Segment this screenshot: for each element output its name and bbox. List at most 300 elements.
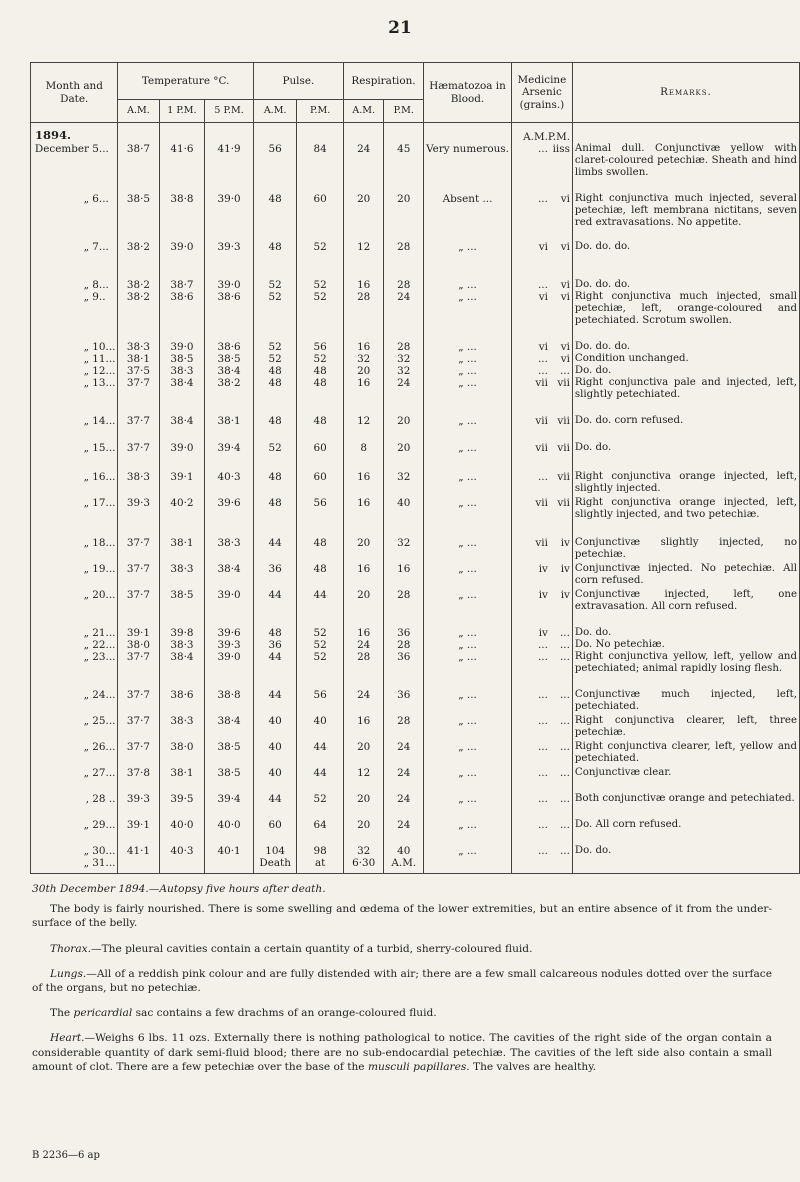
remarks-cell: Condition unchanged.: [572, 353, 799, 365]
temp-1pm-cell: 38·3: [159, 365, 205, 377]
remarks-cell: Do. do. do.: [572, 241, 799, 279]
temp-am-cell: 39·1: [118, 819, 159, 845]
resp-am-cell: 32: [343, 353, 384, 365]
medicine-cell: vii vii: [511, 377, 572, 415]
remarks-cell: Conjunctivæ much injected, left, petechiated.: [572, 689, 799, 715]
medicine-cell: ... vii: [511, 471, 572, 497]
medicine-cell: ... vi: [511, 193, 572, 241]
temp-5pm-cell: 38·5: [205, 767, 254, 793]
header-pulse-am: A.M.: [253, 100, 297, 123]
temp-1pm-cell: 38·4: [159, 377, 205, 415]
medicine-cell: ... ...: [511, 767, 572, 793]
temp-5pm-cell: 39·3: [205, 241, 254, 279]
table-row: [31, 497, 800, 537]
haematozoa-cell: „ ...: [424, 563, 512, 589]
resp-am-cell: 16: [343, 377, 384, 415]
table-row: [31, 471, 800, 497]
haematozoa-cell: „ ...: [424, 415, 512, 442]
temp-am-cell: 38·2: [118, 241, 159, 279]
resp-am-cell: 20: [343, 793, 384, 819]
temp-am-cell: [118, 857, 159, 874]
table-row: [31, 819, 800, 845]
table-row: [31, 193, 800, 241]
resp-pm-cell: 32: [384, 537, 424, 563]
resp-am-cell: 24: [343, 143, 384, 193]
table-row: [31, 415, 800, 442]
temp-5pm-cell: 39·0: [205, 279, 254, 291]
table-row: [31, 353, 800, 365]
thorax-paragraph: Thorax.—The pleural cavities contain a certain quantity of a turbid, sherry-coloured fluid.: [50, 942, 533, 955]
date-cell: „ 19...: [31, 563, 118, 589]
body-paragraph: The body is fairly nourished. There is some swelling and œdema of the lower extremities, but an entire absence of it from the under-surface of the belly.: [32, 903, 772, 930]
printer-mark: B 2236—6 ap: [32, 1150, 100, 1161]
date-cell: „ 24...: [31, 689, 118, 715]
remarks-cell: Right conjunctiva much injected, several petechiæ, left membrana nictitans, seven red extravasations. No appetite.: [572, 193, 799, 241]
temp-1pm-cell: 40·2: [159, 497, 205, 537]
autopsy-heading: 30th December 1894.—Autopsy five hours after death.: [32, 883, 326, 895]
temp-am-cell: 37·7: [118, 377, 159, 415]
remarks-cell: [572, 857, 799, 874]
pulse-am-cell: 52: [253, 353, 297, 365]
remarks-cell: Right conjunctiva orange injected, left, slightly injected.: [572, 471, 799, 497]
pulse-pm-cell: 48: [297, 563, 344, 589]
medicine-cell: vi vi: [511, 291, 572, 341]
date-cell: „ 17...: [31, 497, 118, 537]
pulse-am-cell: 36: [253, 563, 297, 589]
pulse-pm-cell: 64: [297, 819, 344, 845]
resp-am-cell: 24: [343, 689, 384, 715]
resp-am-cell: 28: [343, 291, 384, 341]
pulse-am-cell: 36: [253, 639, 297, 651]
date-cell: „ 30...: [31, 845, 118, 857]
pulse-pm-cell: at: [297, 857, 344, 874]
temp-5pm-cell: 38·5: [205, 741, 254, 767]
temp-1pm-cell: 41·6: [159, 143, 205, 193]
temp-am-cell: 38·5: [118, 193, 159, 241]
haematozoa-cell: „ ...: [424, 241, 512, 279]
temp-5pm-cell: [205, 857, 254, 874]
pulse-am-cell: 48: [253, 471, 297, 497]
header-pulse: Pulse.: [253, 63, 343, 100]
pulse-am-cell: 44: [253, 793, 297, 819]
pulse-am-cell: Death: [253, 857, 297, 874]
table-row: [31, 377, 800, 415]
temp-am-cell: 38·0: [118, 639, 159, 651]
resp-pm-cell: 28: [384, 589, 424, 627]
pulse-pm-cell: 52: [297, 627, 344, 639]
temp-am-cell: 38·3: [118, 341, 159, 353]
pulse-pm-cell: 60: [297, 471, 344, 497]
pulse-am-cell: 60: [253, 819, 297, 845]
table-row: [31, 563, 800, 589]
temp-5pm-cell: 38·5: [205, 353, 254, 365]
date-cell: „ 14...: [31, 415, 118, 442]
temp-5pm-cell: 39·6: [205, 627, 254, 639]
temp-1pm-cell: 38·3: [159, 563, 205, 589]
resp-pm-cell: 24: [384, 767, 424, 793]
temp-am-cell: 37·7: [118, 563, 159, 589]
temp-1pm-cell: 38·7: [159, 279, 205, 291]
resp-am-cell: 32: [343, 845, 384, 857]
date-cell: „ 20...: [31, 589, 118, 627]
table-row: [31, 291, 800, 341]
remarks-cell: Right conjunctiva clearer, left, three petechiæ.: [572, 715, 799, 741]
resp-pm-cell: 20: [384, 193, 424, 241]
temp-1pm-cell: 38·0: [159, 741, 205, 767]
temp-1pm-cell: 38·5: [159, 589, 205, 627]
pulse-am-cell: 40: [253, 767, 297, 793]
table-row: [31, 143, 800, 193]
medicine-cell: iv ...: [511, 627, 572, 639]
remarks-cell: Do. do.: [572, 845, 799, 857]
temp-1pm-cell: 38·5: [159, 353, 205, 365]
remarks-cell: Animal dull. Conjunctivæ yellow with claret-coloured petechiæ. Sheath and hind limbs swollen.: [572, 143, 799, 193]
temp-5pm-cell: 39·3: [205, 639, 254, 651]
haematozoa-cell: „ ...: [424, 279, 512, 291]
pulse-pm-cell: 52: [297, 279, 344, 291]
pulse-am-cell: 44: [253, 689, 297, 715]
table-row: [31, 627, 800, 639]
pulse-pm-cell: 48: [297, 377, 344, 415]
pulse-pm-cell: 48: [297, 415, 344, 442]
date-cell: „ 13...: [31, 377, 118, 415]
temp-1pm-cell: 39·5: [159, 793, 205, 819]
remarks-cell: Right conjunctiva yellow, left, yellow and petechiated; animal rapidly losing flesh.: [572, 651, 799, 689]
pulse-pm-cell: 52: [297, 793, 344, 819]
pulse-pm-cell: 52: [297, 241, 344, 279]
resp-pm-cell: 45: [384, 143, 424, 193]
medicine-cell: ... ...: [511, 651, 572, 689]
medicine-cell: vii iv: [511, 537, 572, 563]
resp-pm-cell: 32: [384, 353, 424, 365]
haematozoa-cell: „ ...: [424, 341, 512, 353]
resp-pm-cell: 28: [384, 715, 424, 741]
pulse-am-cell: 48: [253, 377, 297, 415]
pulse-pm-cell: 98: [297, 845, 344, 857]
date-cell: „ 10...: [31, 341, 118, 353]
haematozoa-cell: „ ...: [424, 442, 512, 471]
header-haematozoa: Hæmatozoa in Blood.: [424, 63, 512, 123]
table-row: [31, 715, 800, 741]
temp-5pm-cell: 38·3: [205, 537, 254, 563]
temp-1pm-cell: 39·8: [159, 627, 205, 639]
resp-pm-cell: 40: [384, 497, 424, 537]
pulse-pm-cell: 44: [297, 741, 344, 767]
haematozoa-cell: „ ...: [424, 741, 512, 767]
pulse-pm-cell: 44: [297, 767, 344, 793]
header-temp-5pm: 5 P.M.: [205, 100, 254, 123]
date-cell: „ 6...: [31, 193, 118, 241]
temp-5pm-cell: 39·6: [205, 497, 254, 537]
temp-5pm-cell: 38·4: [205, 563, 254, 589]
haematozoa-cell: „ ...: [424, 627, 512, 639]
resp-am-cell: 24: [343, 639, 384, 651]
temp-1pm-cell: 38·8: [159, 193, 205, 241]
remarks-cell: Right conjunctiva orange injected, left, slightly injected, and two petechiæ.: [572, 497, 799, 537]
header-respiration: Respiration.: [343, 63, 423, 100]
table-row: [31, 442, 800, 471]
temp-am-cell: 39·3: [118, 793, 159, 819]
remarks-cell: Do. No petechiæ.: [572, 639, 799, 651]
resp-pm-cell: 24: [384, 377, 424, 415]
table-row: [31, 767, 800, 793]
medicine-cell: ... ...: [511, 639, 572, 651]
pulse-pm-cell: 52: [297, 639, 344, 651]
remarks-cell: Do. do.: [572, 365, 799, 377]
resp-pm-cell: A.M.: [384, 857, 424, 874]
pulse-am-cell: 48: [253, 415, 297, 442]
temp-5pm-cell: 40·1: [205, 845, 254, 857]
pulse-pm-cell: 56: [297, 497, 344, 537]
header-month-date: Month and Date.: [31, 63, 118, 123]
date-cell: December 5...: [31, 143, 118, 193]
temp-5pm-cell: 38·6: [205, 341, 254, 353]
autopsy-notes: [32, 882, 772, 1085]
resp-am-cell: 20: [343, 365, 384, 377]
resp-pm-cell: 16: [384, 563, 424, 589]
temp-5pm-cell: 39·4: [205, 442, 254, 471]
pulse-pm-cell: 48: [297, 537, 344, 563]
temp-am-cell: 38·7: [118, 143, 159, 193]
pulse-pm-cell: 52: [297, 353, 344, 365]
temp-am-cell: 37·5: [118, 365, 159, 377]
table-row: [31, 589, 800, 627]
resp-pm-cell: 32: [384, 471, 424, 497]
pulse-am-cell: 52: [253, 341, 297, 353]
resp-am-cell: 28: [343, 651, 384, 689]
resp-am-cell: 8: [343, 442, 384, 471]
pulse-am-cell: 44: [253, 651, 297, 689]
pulse-pm-cell: 52: [297, 291, 344, 341]
pulse-pm-cell: 48: [297, 365, 344, 377]
haematozoa-cell: „ ...: [424, 639, 512, 651]
resp-pm-cell: 28: [384, 639, 424, 651]
remarks-cell: Conjunctivæ clear.: [572, 767, 799, 793]
temp-1pm-cell: 38·4: [159, 651, 205, 689]
medicine-cell: ... ...: [511, 365, 572, 377]
pulse-pm-cell: 52: [297, 651, 344, 689]
temp-am-cell: 38·2: [118, 291, 159, 341]
resp-am-cell: 20: [343, 819, 384, 845]
temp-am-cell: 37·7: [118, 589, 159, 627]
resp-pm-cell: 28: [384, 341, 424, 353]
date-cell: „ 18...: [31, 537, 118, 563]
temp-1pm-cell: 38·6: [159, 689, 205, 715]
table-row: [31, 537, 800, 563]
remarks-cell: Do. do. do.: [572, 279, 799, 291]
remarks-cell: Do. do.: [572, 442, 799, 471]
temp-1pm-cell: 39·0: [159, 341, 205, 353]
pulse-am-cell: 48: [253, 627, 297, 639]
date-cell: „ 25...: [31, 715, 118, 741]
table-row: [31, 845, 800, 857]
pulse-am-cell: 56: [253, 143, 297, 193]
medicine-cell: vi vi: [511, 241, 572, 279]
remarks-cell: Right conjunctiva clearer, left, yellow and petechiated.: [572, 741, 799, 767]
resp-am-cell: 16: [343, 341, 384, 353]
resp-am-cell: 16: [343, 563, 384, 589]
haematozoa-cell: „ ...: [424, 353, 512, 365]
pulse-am-cell: 52: [253, 291, 297, 341]
medicine-cell: ... ...: [511, 741, 572, 767]
pulse-am-cell: 104: [253, 845, 297, 857]
remarks-cell: Do. do. do.: [572, 341, 799, 353]
table-row: [31, 857, 800, 874]
haematozoa-cell: „ ...: [424, 365, 512, 377]
remarks-cell: Conjunctivæ injected, left, one extravasation. All corn refused.: [572, 589, 799, 627]
resp-pm-cell: 24: [384, 741, 424, 767]
temp-am-cell: 38·3: [118, 471, 159, 497]
date-cell: „ 21...: [31, 627, 118, 639]
pulse-pm-cell: 56: [297, 341, 344, 353]
temp-5pm-cell: 39·0: [205, 193, 254, 241]
temp-1pm-cell: 39·0: [159, 442, 205, 471]
header-temp-1pm: 1 P.M.: [159, 100, 205, 123]
remarks-cell: Right conjunctiva pale and injected, left, slightly petechiated.: [572, 377, 799, 415]
temp-5pm-cell: 39·0: [205, 651, 254, 689]
haematozoa-cell: „ ...: [424, 793, 512, 819]
temp-1pm-cell: 38·3: [159, 639, 205, 651]
resp-pm-cell: 20: [384, 415, 424, 442]
resp-pm-cell: 36: [384, 689, 424, 715]
temp-am-cell: 38·1: [118, 353, 159, 365]
remarks-cell: Do. do.: [572, 627, 799, 639]
date-cell: „ 15...: [31, 442, 118, 471]
remarks-cell: Right conjunctiva much injected, small petechiæ, left, orange-coloured and petechiated. Scrotum swollen.: [572, 291, 799, 341]
resp-am-cell: 12: [343, 415, 384, 442]
table-row: [31, 793, 800, 819]
pulse-pm-cell: 40: [297, 715, 344, 741]
temp-am-cell: 38·2: [118, 279, 159, 291]
pulse-am-cell: 52: [253, 279, 297, 291]
haematozoa-cell: Absent ...: [424, 193, 512, 241]
temp-5pm-cell: 38·6: [205, 291, 254, 341]
pulse-am-cell: 48: [253, 365, 297, 377]
haematozoa-cell: „ ...: [424, 291, 512, 341]
haematozoa-cell: „ ...: [424, 471, 512, 497]
date-cell: „ 22...: [31, 639, 118, 651]
medicine-cell: ... ...: [511, 715, 572, 741]
pulse-am-cell: 52: [253, 442, 297, 471]
table-row: [31, 639, 800, 651]
heart-paragraph: Heart.—Weighs 6 lbs. 11 ozs. Externally there is nothing pathological to notice. The cavities of the right side of the organ contain a considerable quantity of dark semi-fluid blood; there are no sub-endocardial petechiæ. The cavities of the left side also contain a small amount of clot. There are a few petechiæ over the base of the musculi papillares. The valves are healthy.: [32, 1032, 772, 1073]
temp-1pm-cell: 39·1: [159, 471, 205, 497]
medicine-cell: vi vi: [511, 341, 572, 353]
temp-5pm-cell: 41·9: [205, 143, 254, 193]
pulse-pm-cell: 60: [297, 193, 344, 241]
temp-5pm-cell: 40·0: [205, 819, 254, 845]
remarks-cell: Conjunctivæ slightly injected, no petechiæ.: [572, 537, 799, 563]
resp-pm-cell: 40: [384, 845, 424, 857]
temp-5pm-cell: 38·4: [205, 715, 254, 741]
pulse-am-cell: 44: [253, 589, 297, 627]
date-cell: „ 27...: [31, 767, 118, 793]
pulse-am-cell: 48: [253, 193, 297, 241]
temp-am-cell: 37·7: [118, 689, 159, 715]
pulse-pm-cell: 60: [297, 442, 344, 471]
medicine-cell: vii vii: [511, 415, 572, 442]
resp-pm-cell: 32: [384, 365, 424, 377]
resp-pm-cell: 36: [384, 651, 424, 689]
medicine-cell: iv iv: [511, 589, 572, 627]
medicine-cell: [511, 857, 572, 874]
temp-am-cell: 41·1: [118, 845, 159, 857]
temp-1pm-cell: 40·3: [159, 845, 205, 857]
temp-5pm-cell: 39·0: [205, 589, 254, 627]
medicine-pm-subheader: P.M.: [547, 131, 571, 143]
medicine-cell: ... ...: [511, 793, 572, 819]
temp-am-cell: 39·3: [118, 497, 159, 537]
table-row: [31, 741, 800, 767]
resp-am-cell: 12: [343, 767, 384, 793]
pulse-am-cell: 48: [253, 241, 297, 279]
header-medicine: Medicine Arsenic (grains.): [511, 63, 572, 123]
date-cell: , 28 ..: [31, 793, 118, 819]
temp-am-cell: 37·8: [118, 767, 159, 793]
resp-pm-cell: 24: [384, 819, 424, 845]
temp-am-cell: 37·7: [118, 537, 159, 563]
temp-am-cell: 37·7: [118, 651, 159, 689]
table-row: [31, 341, 800, 353]
resp-am-cell: 20: [343, 741, 384, 767]
medicine-cell: ... ...: [511, 819, 572, 845]
date-cell: „ 31...: [31, 857, 118, 874]
resp-am-cell: 16: [343, 627, 384, 639]
temp-1pm-cell: 40·0: [159, 819, 205, 845]
temp-am-cell: 37·7: [118, 442, 159, 471]
date-cell: „ 16...: [31, 471, 118, 497]
temp-5pm-cell: 40·3: [205, 471, 254, 497]
medicine-cell: ... iiss: [511, 143, 572, 193]
resp-pm-cell: 36: [384, 627, 424, 639]
header-resp-pm: P.M.: [384, 100, 424, 123]
date-cell: „ 29...: [31, 819, 118, 845]
haematozoa-cell: „ ...: [424, 537, 512, 563]
temp-1pm-cell: [159, 857, 205, 874]
medicine-cell: ... vi: [511, 353, 572, 365]
date-cell: „ 11...: [31, 353, 118, 365]
date-cell: „ 8...: [31, 279, 118, 291]
temp-am-cell: 39·1: [118, 627, 159, 639]
lungs-paragraph: Lungs.—All of a reddish pink colour and are fully distended with air; there are a few small calcareous nodules dotted over the surface of the organs, but no petechiæ.: [32, 967, 772, 995]
date-cell: „ 23...: [31, 651, 118, 689]
temp-am-cell: 37·7: [118, 415, 159, 442]
header-remarks: Remarks.: [572, 63, 799, 123]
medicine-cell: ... ...: [511, 689, 572, 715]
temp-5pm-cell: 38·2: [205, 377, 254, 415]
medicine-cell: ... vi: [511, 279, 572, 291]
temp-5pm-cell: 38·4: [205, 365, 254, 377]
pulse-pm-cell: 84: [297, 143, 344, 193]
resp-am-cell: 6·30: [343, 857, 384, 874]
temp-1pm-cell: 38·1: [159, 537, 205, 563]
table-row: [31, 241, 800, 279]
remarks-cell: Both conjunctivæ orange and petechiated.: [572, 793, 799, 819]
pulse-pm-cell: 56: [297, 689, 344, 715]
resp-am-cell: 20: [343, 537, 384, 563]
resp-am-cell: 16: [343, 471, 384, 497]
haematozoa-cell: „ ...: [424, 589, 512, 627]
haematozoa-cell: „ ...: [424, 497, 512, 537]
header-resp-am: A.M.: [343, 100, 384, 123]
table-row: [31, 279, 800, 291]
haematozoa-cell: „ ...: [424, 689, 512, 715]
resp-pm-cell: 24: [384, 291, 424, 341]
resp-pm-cell: 24: [384, 793, 424, 819]
haematozoa-cell: [424, 857, 512, 874]
date-cell: „ 26...: [31, 741, 118, 767]
table-row: [31, 365, 800, 377]
